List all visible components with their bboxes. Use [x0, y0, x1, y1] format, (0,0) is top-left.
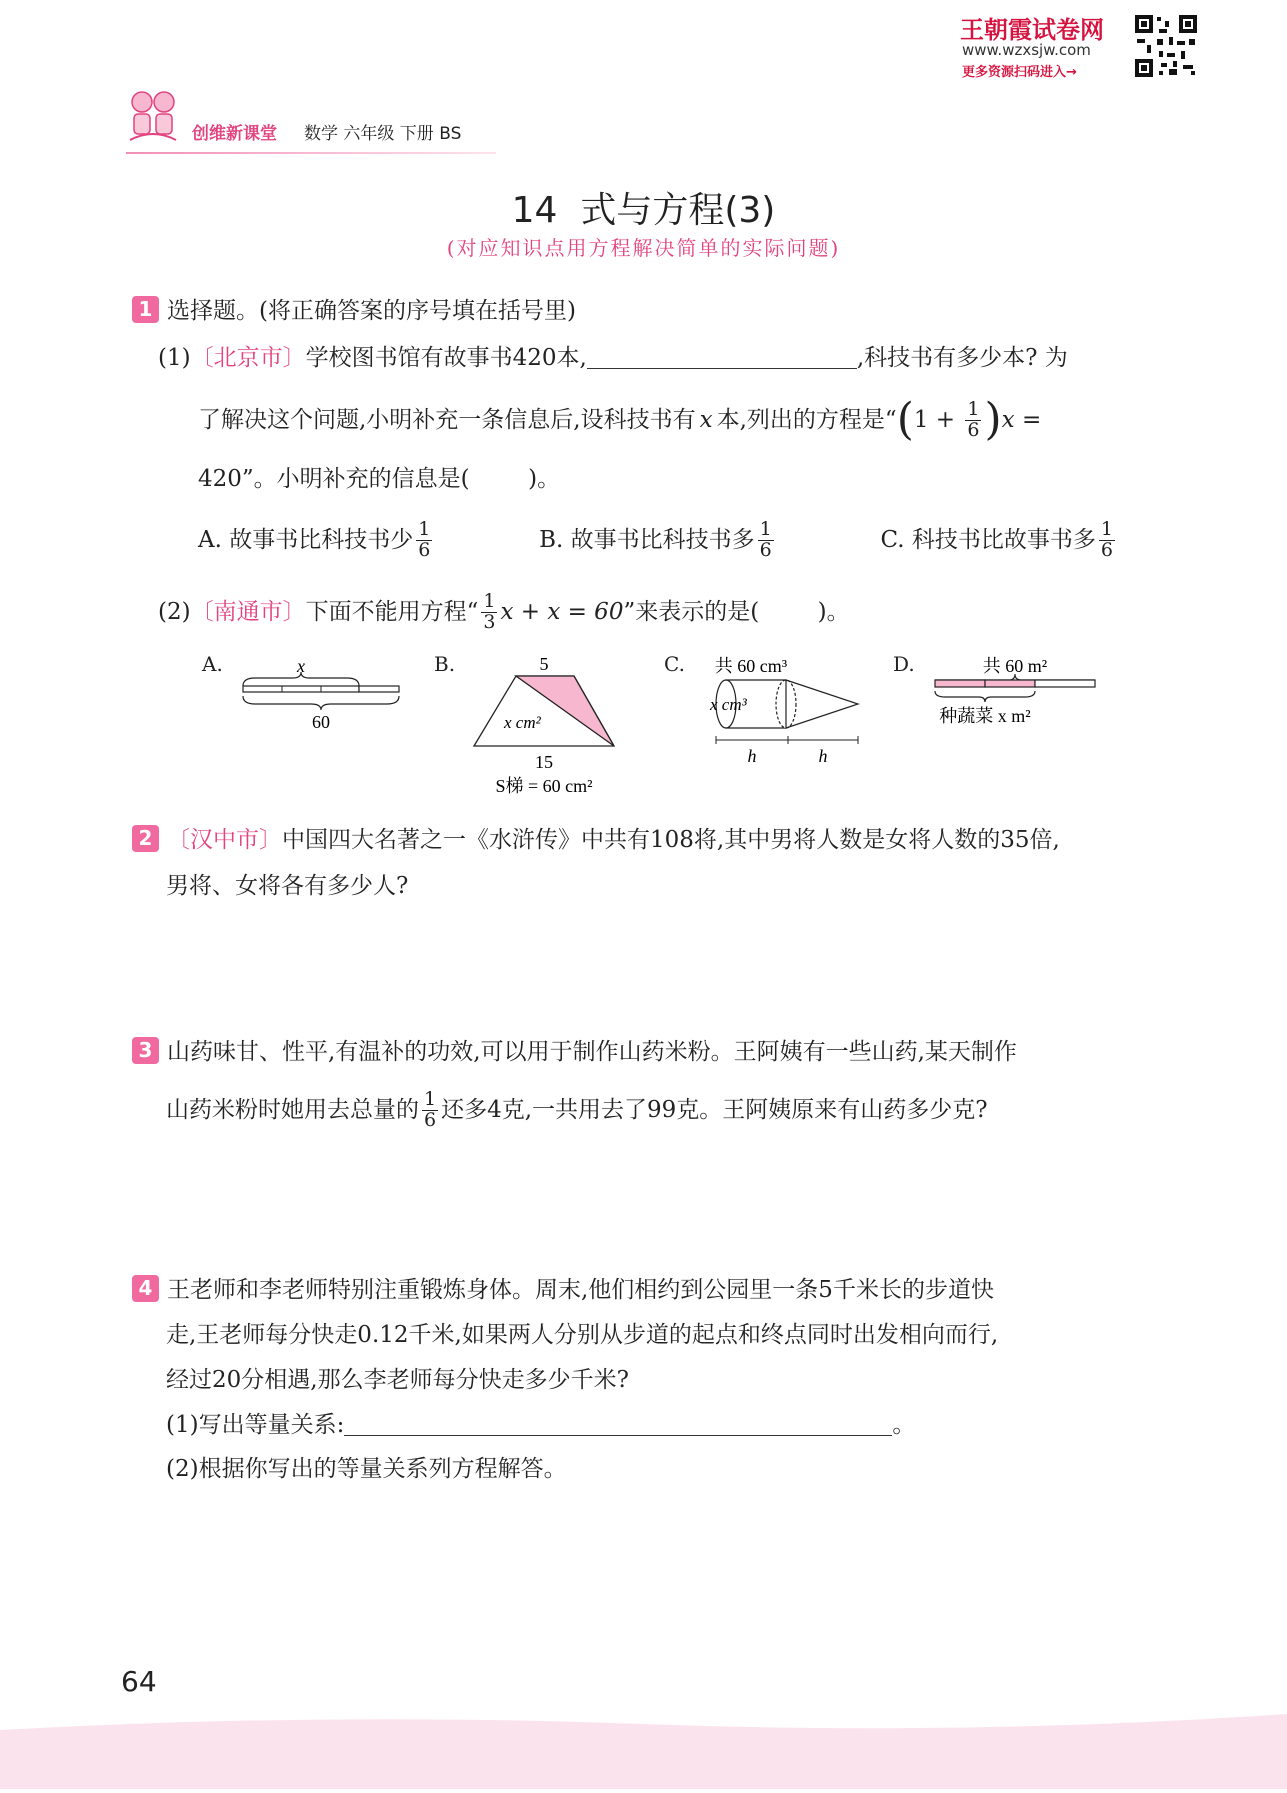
q1-title: 选择题。(将正确答案的序号填在括号里) [167, 298, 576, 324]
q3-text: 山药味甘、性平,有温补的功效,可以用于制作山药米粉。王阿姨有一些山药,某天制作 [167, 1039, 1017, 1065]
q1-p2-label: (2) [158, 599, 191, 626]
q1-p2-fraction: $\frac{1}{3}$ [483, 590, 496, 633]
q2-source: 〔汉中市〕 [167, 827, 282, 853]
q1-p1-eq-open: 1 + [913, 407, 963, 434]
q4-badge: 4 [132, 1275, 159, 1302]
fig-b-label: B. [434, 652, 456, 676]
header-rule [126, 152, 496, 154]
footer-wave-icon [0, 1708, 1287, 1789]
q1-p1-text-b: ,科技书有多少本? 为 [856, 345, 1068, 371]
q3-fraction: $\frac{1}{6}$ [424, 1088, 437, 1131]
fig-a-label: A. [202, 652, 223, 676]
q4-line2: 走,王老师每分快走0.12千米,如果两人分别从步道的起点和终点同时出发相向而行, [166, 1322, 999, 1348]
q1-p2-source: 〔南通市〕 [190, 599, 306, 626]
fig-a-top: x [297, 656, 305, 676]
q1-p1-eq-x: x [1001, 407, 1015, 434]
q3-line2 [166, 1090, 988, 1131]
fig-d-label: D. [893, 652, 915, 676]
q1-p1-text: 学校图书馆有故事书420本, [305, 345, 587, 371]
q1-p1-fraction: $\frac{1}{6}$ [967, 398, 980, 441]
q3-text-b: 还多4克,一共用去了99克。王阿姨原来有山药多少克? [441, 1097, 988, 1124]
option-b[interactable]: B. 故事书比科技书多 $\frac{1}{6}$ [539, 518, 772, 561]
fig-c-top: 共 60 cm³ [714, 656, 788, 676]
q1-heading [132, 296, 576, 326]
q1-p2-text: 下面不能用方程“ [305, 599, 479, 626]
option-a[interactable]: A. 故事书比科技书少 $\frac{1}{6}$ [198, 518, 431, 561]
page-subtitle: (对应知识点用方程解决简单的实际问题) [446, 236, 841, 260]
q1-badge: 1 [132, 296, 159, 323]
brand-name: 创维新课堂 [192, 124, 277, 144]
fig-a-bottom: 60 [312, 712, 330, 732]
figure-b [466, 650, 626, 800]
page-title: 14 式与方程(3) [511, 190, 776, 231]
fig-d-top: 共 60 m² [982, 656, 1048, 676]
page-number: 64 [121, 1665, 157, 1698]
qr-code-icon [1133, 13, 1199, 79]
q1-p1-source: 〔北京市〕 [190, 345, 306, 371]
q1-p1-line2-text: 了解决这个问题,小明补充一条信息后,设科技书有 [198, 407, 696, 434]
q1-p1-line2-text-b: 本,列出的方程是“ [716, 407, 897, 434]
site-tagline: 更多资源扫码进入→ [962, 65, 1077, 80]
footer-band [0, 1708, 1287, 1789]
q2-badge: 2 [132, 825, 159, 852]
q1-p1-options [198, 520, 1118, 561]
q3-badge: 3 [132, 1037, 159, 1064]
header-logo [126, 88, 180, 150]
q1-p2-text-b: ”来表示的是( )。 [623, 599, 850, 626]
q1-p1-blank[interactable] [587, 368, 857, 369]
fig-c-label: C. [664, 652, 685, 676]
fig-c-inner: x cm³ [710, 695, 747, 714]
figure-a [235, 650, 410, 735]
q4-sub2: (2)根据你写出的等量关系列方程解答。 [166, 1456, 567, 1482]
q1-p2-line [158, 592, 850, 633]
figure-d [925, 650, 1105, 730]
fig-b-bottom: 15 [535, 752, 553, 772]
fig-c-h2: h [818, 746, 828, 766]
q4-sub1: (1)写出等量关系: 。 [166, 1412, 916, 1438]
qr-code[interactable] [1133, 13, 1199, 79]
option-c[interactable]: C. 科技书比故事书多 $\frac{1}{6}$ [880, 518, 1113, 561]
fig-b-area: S梯 = 60 cm² [495, 776, 593, 796]
fig-b-inner: x cm² [504, 713, 541, 732]
q1-p1-line1 [158, 343, 1068, 373]
site-name: 王朝霞试卷网 [960, 16, 1104, 44]
q4-sub1-blank[interactable] [344, 1435, 892, 1436]
q3-text-a: 山药米粉时她用去总量的 [166, 1097, 419, 1124]
figure-c [696, 650, 876, 770]
fig-c-h1: h [747, 746, 757, 766]
q1-p1-eq-sign: = [1014, 407, 1042, 434]
q3-line1 [132, 1037, 1017, 1067]
site-url: www.wzxsjw.com [962, 41, 1091, 59]
fig-b-top: 5 [539, 654, 549, 674]
q2-line1 [132, 825, 1060, 855]
q2-line2: 男将、女将各有多少人? [166, 873, 409, 899]
fig-d-bottom: 种蔬菜 x m² [939, 706, 1031, 726]
q2-text: 中国四大名著之一《水浒传》中共有108将,其中男将人数是女将人数的35倍, [282, 827, 1060, 853]
q1-p1-label: (1) [158, 345, 191, 371]
children-logo-icon [126, 88, 180, 150]
q1-p1-var-x: x [699, 407, 713, 434]
q4-sub1-label: (1)写出等量关系: [166, 1412, 345, 1438]
q4-line3: 经过20分相遇,那么李老师每分快走多少千米? [166, 1367, 629, 1393]
q4-line1 [132, 1275, 994, 1305]
q1-p1-line3: 420”。小明补充的信息是( )。 [198, 466, 561, 492]
q4-text: 王老师和李老师特别注重锻炼身体。周末,他们相约到公园里一条5千米长的步道快 [167, 1277, 994, 1303]
q1-p1-line2: 了解决这个问题,小明补充一条信息后,设科技书有 x 本,列出的方程是“ ( 1 + $\frac{1}{6}$ ) x = [198, 394, 1042, 446]
subject-info: 数学 六年级 下册 BS [304, 124, 462, 144]
q1-p2-equation: x + x = 60 [500, 599, 624, 626]
